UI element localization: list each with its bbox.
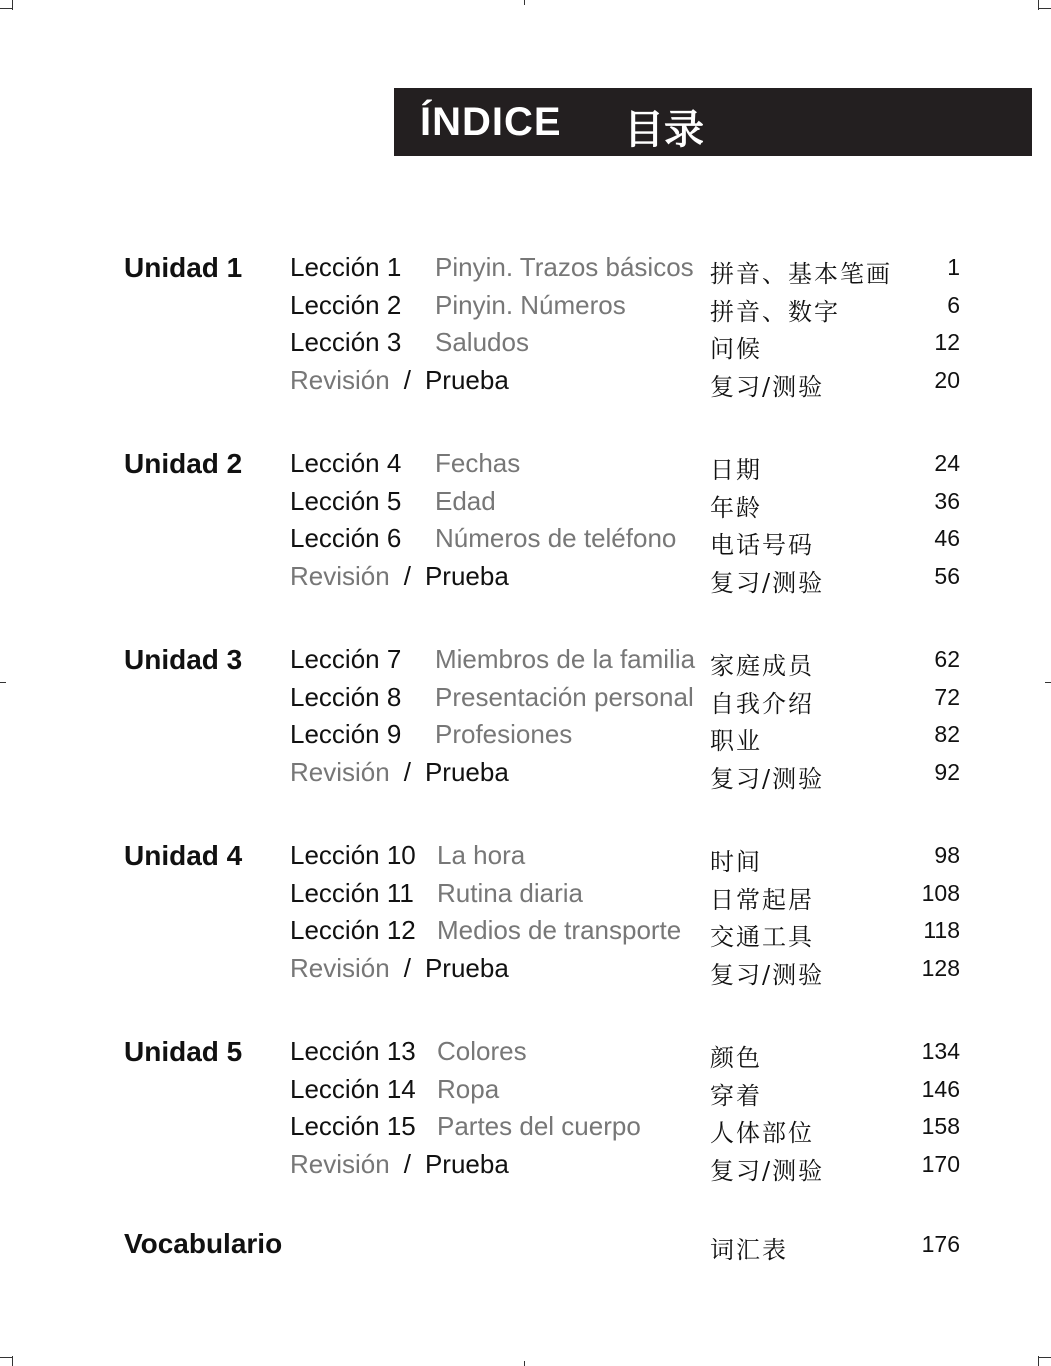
lesson-number: Lección 1: [290, 252, 402, 282]
page-number: 118: [923, 917, 960, 943]
lesson-title: Fechas: [435, 448, 521, 478]
lesson-title-zh: 颜色: [710, 1044, 762, 1072]
unit-label: Unidad 1: [124, 252, 243, 283]
page-number: 158: [921, 1113, 960, 1139]
lesson-row[interactable]: [0, 290, 1051, 326]
crop-mark: [0, 8, 12, 9]
vocabulary-label[interactable]: Vocabulario: [124, 1228, 283, 1259]
page-number: 62: [934, 646, 960, 672]
review-row[interactable]: [0, 953, 1051, 989]
page-number: 108: [921, 880, 960, 906]
page-number: 170: [921, 1151, 960, 1177]
lesson-title-zh: 日期: [710, 456, 762, 484]
lesson-number: Lección 11: [290, 878, 414, 908]
page-number: 36: [934, 488, 960, 514]
lesson-row[interactable]: [0, 1074, 1051, 1110]
lesson-row[interactable]: [0, 252, 1051, 288]
prueba-text: Prueba: [424, 1149, 509, 1179]
crop-mark: [1038, 0, 1039, 10]
review-row[interactable]: [0, 1149, 1051, 1185]
lesson-title-zh: 职业: [710, 727, 762, 755]
lesson-row[interactable]: [0, 644, 1051, 680]
crop-mark: [524, 0, 525, 5]
revision-text: Revisión: [290, 953, 390, 983]
lesson-row[interactable]: [0, 878, 1051, 914]
revision-text: Revisión: [290, 1149, 390, 1179]
lesson-title-zh: 人体部位: [710, 1119, 814, 1147]
lesson-number: Lección 15: [290, 1111, 416, 1141]
lesson-title-zh: 年龄: [710, 494, 762, 522]
header-title-zh: 目录: [624, 107, 704, 153]
unit-label: Unidad 4: [124, 840, 243, 871]
review-row[interactable]: [0, 365, 1051, 401]
lesson-title: La hora: [437, 840, 526, 870]
lesson-row[interactable]: [0, 682, 1051, 718]
page-number: 134: [921, 1038, 960, 1064]
lesson-number: Lección 4: [290, 448, 402, 478]
prueba-text: Prueba: [424, 953, 509, 983]
lesson-title: Números de teléfono: [435, 523, 677, 553]
lesson-title: Partes del cuerpo: [437, 1111, 641, 1141]
lesson-number: Lección 7: [290, 644, 402, 674]
lesson-row[interactable]: [0, 1111, 1051, 1147]
prueba-text: Prueba: [424, 561, 509, 591]
page-number: 24: [934, 450, 960, 476]
lesson-number: Lección 5: [290, 486, 402, 516]
lesson-row[interactable]: [0, 840, 1051, 876]
lesson-title-zh: 拼音、基本笔画: [710, 260, 892, 288]
prueba-text: Prueba: [424, 365, 509, 395]
lesson-row[interactable]: [0, 327, 1051, 363]
page-number: 46: [934, 525, 960, 551]
lesson-title: Edad: [435, 486, 496, 516]
lesson-title-zh: 自我介绍: [710, 690, 814, 718]
review-separator: /: [403, 953, 411, 983]
lesson-title: Saludos: [435, 327, 529, 357]
crop-mark: [1038, 1356, 1039, 1366]
review-separator: /: [403, 561, 411, 591]
page-number: 6: [947, 292, 960, 318]
lesson-number: Lección 9: [290, 719, 402, 749]
lesson-number: Lección 6: [290, 523, 402, 553]
lesson-title: Medios de transporte: [437, 915, 682, 945]
page-number: 82: [934, 721, 960, 747]
review-label: [290, 953, 509, 984]
prueba-text: Prueba: [424, 757, 509, 787]
crop-mark: [524, 1361, 525, 1366]
crop-mark: [12, 1356, 13, 1366]
lesson-row[interactable]: [0, 448, 1051, 484]
page-number: 72: [934, 684, 960, 710]
review-label: [290, 757, 509, 788]
lesson-title: Ropa: [437, 1074, 500, 1104]
lesson-title-zh: 问候: [710, 335, 762, 363]
review-zh: 复习/测验: [710, 765, 825, 793]
review-label: [290, 365, 509, 396]
lesson-number: Lección 10: [290, 840, 416, 870]
lesson-title-zh: 拼音、数字: [710, 298, 840, 326]
review-row[interactable]: [0, 757, 1051, 793]
page-number: 56: [934, 563, 960, 589]
lesson-title-zh: 日常起居: [710, 886, 814, 914]
unit-label: Unidad 3: [124, 644, 243, 675]
lesson-number: Lección 8: [290, 682, 402, 712]
lesson-row[interactable]: [0, 523, 1051, 559]
lesson-row[interactable]: [0, 719, 1051, 755]
crop-mark: [0, 1357, 12, 1358]
lesson-title-zh: 交通工具: [710, 923, 814, 951]
review-zh: 复习/测验: [710, 373, 825, 401]
lesson-title: Presentación personal: [435, 682, 694, 712]
lesson-title: Rutina diaria: [437, 878, 583, 908]
review-label: [290, 561, 509, 592]
index-header: [394, 88, 1032, 156]
lesson-title-zh: 穿着: [710, 1082, 762, 1110]
lesson-title-zh: 时间: [710, 848, 762, 876]
header-title-es: ÍNDICE: [420, 100, 562, 144]
lesson-number: Lección 13: [290, 1036, 416, 1066]
page-number: 20: [934, 367, 960, 393]
review-row[interactable]: [0, 561, 1051, 597]
review-zh: 复习/测验: [710, 961, 825, 989]
review-zh: 复习/测验: [710, 569, 825, 597]
lesson-number: Lección 12: [290, 915, 416, 945]
lesson-title: Profesiones: [435, 719, 573, 749]
vocabulary-page: 176: [921, 1231, 960, 1257]
lesson-title: Miembros de la familia: [435, 644, 696, 674]
page-number: 128: [921, 955, 960, 981]
review-zh: 复习/测验: [710, 1157, 825, 1185]
crop-mark: [1039, 1357, 1051, 1358]
review-separator: /: [403, 365, 411, 395]
page-number: 12: [934, 329, 960, 355]
vocabulary-zh: 词汇表: [710, 1236, 788, 1264]
lesson-title: Colores: [437, 1036, 527, 1066]
crop-mark: [12, 0, 13, 10]
lesson-row[interactable]: [0, 1036, 1051, 1072]
review-label: [290, 1149, 509, 1180]
page-number: 1: [947, 254, 960, 280]
lesson-title: Pinyin. Números: [435, 290, 626, 320]
lesson-number: Lección 14: [290, 1074, 416, 1104]
lesson-number: Lección 3: [290, 327, 402, 357]
revision-text: Revisión: [290, 561, 390, 591]
lesson-row[interactable]: [0, 915, 1051, 951]
page-number: 92: [934, 759, 960, 785]
lesson-row[interactable]: [0, 486, 1051, 522]
unit-label: Unidad 2: [124, 448, 243, 479]
crop-mark: [1039, 8, 1051, 9]
page-number: 98: [934, 842, 960, 868]
review-separator: /: [403, 757, 411, 787]
lesson-number: Lección 2: [290, 290, 402, 320]
unit-label: Unidad 5: [124, 1036, 243, 1067]
page-number: 146: [921, 1076, 960, 1102]
revision-text: Revisión: [290, 757, 390, 787]
lesson-title-zh: 家庭成员: [710, 652, 814, 680]
review-separator: /: [403, 1149, 411, 1179]
revision-text: Revisión: [290, 365, 390, 395]
lesson-title-zh: 电话号码: [710, 531, 814, 559]
lesson-title: Pinyin. Trazos básicos: [435, 252, 694, 282]
